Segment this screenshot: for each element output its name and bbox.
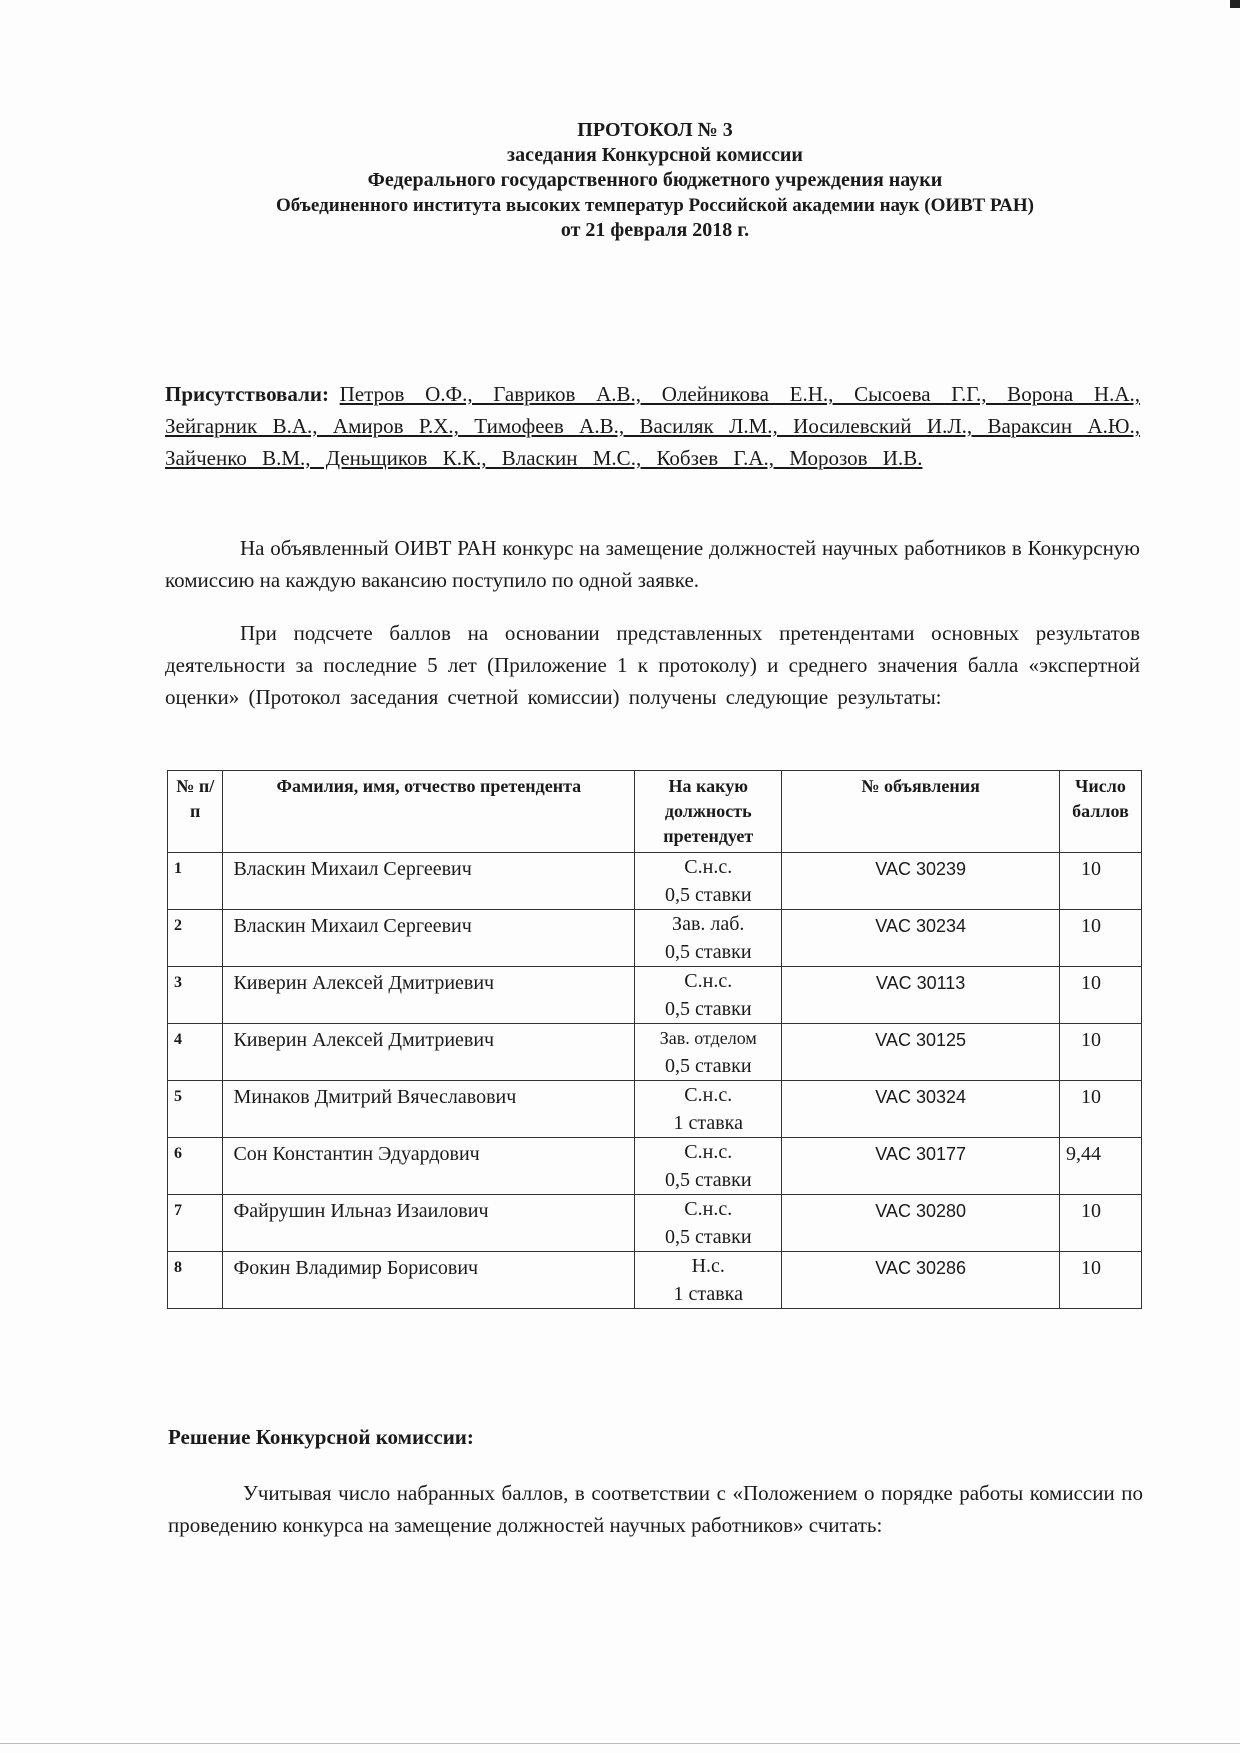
row-score: 10	[1059, 967, 1141, 1024]
decision-title: Решение Конкурсной комиссии:	[168, 1425, 474, 1449]
table-row	[168, 853, 1142, 910]
row-num: 3	[168, 967, 223, 1024]
scan-edge-line	[0, 1743, 1240, 1744]
header-institute: Объединенного института высоких температур Российской академии наук (ОИВТ РАН)	[276, 195, 1034, 216]
row-vacancy: VAC 30177	[782, 1138, 1060, 1195]
table-row	[168, 1252, 1142, 1309]
paragraph-scoring: При подсчете баллов на основании представленных претендентами основных результатов деятельности за последние 5 лет (Приложение 1 к протоколу) и среднего значения балла «экспертной оценки» (Протокол заседания счетной комиссии) получены следующие результаты:	[165, 621, 1140, 709]
scan-corner-mark	[1230, 0, 1240, 8]
row-num: 2	[168, 910, 223, 967]
row-position: С.н.с. 0,5 ставки	[635, 1138, 782, 1195]
header-num: № п/п	[168, 771, 223, 853]
row-score: 10	[1059, 1081, 1141, 1138]
row-vacancy: VAC 30286	[782, 1252, 1060, 1309]
row-num: 1	[168, 853, 223, 910]
row-position: Н.с. 1 ставка	[635, 1252, 782, 1309]
attendees-names: Петров О.Ф., Гавриков А.В., Олейникова Е.Н., Сысоева Г.Г., Ворона Н.А., Зейгарник В.А., Амиров Р.Х., Тимофеев А.В., Василяк Л.М., Иосилевский И.Л., Вараксин А.Ю., Зайченко В.М., Деньщиков К.К., Власкин М.С., Кобзев Г.А., Морозов И.В.	[165, 382, 1141, 470]
row-vacancy: VAC 30280	[782, 1195, 1060, 1252]
row-num: 4	[168, 1024, 223, 1081]
table-row	[168, 967, 1142, 1024]
header-score: Число баллов	[1059, 771, 1141, 853]
table-row	[168, 1138, 1142, 1195]
row-score: 10	[1059, 853, 1141, 910]
row-position: Зав. лаб. 0,5 ставки	[635, 910, 782, 967]
row-position: С.н.с. 0,5 ставки	[635, 853, 782, 910]
row-name: Файрушин Ильназ Изаилович	[223, 1195, 635, 1252]
row-name: Киверин Алексей Дмитриевич	[223, 967, 635, 1024]
row-vacancy: VAC 30125	[782, 1024, 1060, 1081]
row-name: Киверин Алексей Дмитриевич	[223, 1024, 635, 1081]
row-num: 8	[168, 1252, 223, 1309]
row-position: С.н.с. 0,5 ставки	[635, 967, 782, 1024]
table-row	[168, 1081, 1142, 1138]
row-score: 9,44	[1059, 1138, 1141, 1195]
row-score: 10	[1059, 1195, 1141, 1252]
header-subtitle: заседания Конкурсной комиссии	[507, 144, 803, 166]
table-row	[168, 910, 1142, 967]
row-name: Фокин Владимир Борисович	[223, 1252, 635, 1309]
attendees-block: Присутствовали: Петров О.Ф., Гавриков А.В., Олейникова Е.Н., Сысоева Г.Г., Ворона Н.А., Зейгарник В.А., Амиров Р.Х., Тимофеев А.В., Василяк Л.М., Иосилевский И.Л., Вараксин А.Ю., Зайченко В.М., Деньщиков К.К., Власкин М.С., Кобзев Г.А., Морозов И.В.	[165, 382, 1141, 470]
results-table	[167, 770, 1142, 1309]
paragraph-applications: На объявленный ОИВТ РАН конкурс на замещение должностей научных работников в Конкурсную комиссию на каждую вакансию поступило по одной заявке.	[165, 536, 1140, 592]
row-name: Власкин Михаил Сергеевич	[223, 853, 635, 910]
row-score: 10	[1059, 1252, 1141, 1309]
paragraph-decision: Учитывая число набранных баллов, в соответствии с «Положением о порядке работы комиссии по проведению конкурса на замещение должностей научных работников» считать:	[168, 1481, 1143, 1537]
header-title: ПРОТОКОЛ № 3	[577, 119, 733, 141]
attendees-label: Присутствовали	[165, 382, 322, 406]
row-name: Минаков Дмитрий Вячеславович	[223, 1081, 635, 1138]
row-position: Зав. отделом 0,5 ставки	[635, 1024, 782, 1081]
header-vacancy: № объявления	[782, 771, 1060, 853]
row-num: 7	[168, 1195, 223, 1252]
header-name: Фамилия, имя, отчество претендента	[223, 771, 635, 853]
row-position: С.н.с. 1 ставка	[635, 1081, 782, 1138]
row-score: 10	[1059, 910, 1141, 967]
table-header-row	[168, 771, 1142, 853]
header-organization: Федерального государственного бюджетного учреждения науки	[367, 169, 943, 191]
header-date: от 21 февраля 2018 г.	[560, 219, 750, 241]
row-vacancy: VAC 30239	[782, 853, 1060, 910]
table-row	[168, 1024, 1142, 1081]
row-name: Власкин Михаил Сергеевич	[223, 910, 635, 967]
row-score: 10	[1059, 1024, 1141, 1081]
row-name: Сон Константин Эдуардович	[223, 1138, 635, 1195]
table-row	[168, 1195, 1142, 1252]
document-header	[160, 118, 1150, 243]
row-num: 5	[168, 1081, 223, 1138]
row-num: 6	[168, 1138, 223, 1195]
row-position: С.н.с. 0,5 ставки	[635, 1195, 782, 1252]
header-position: На какую должность претендует	[635, 771, 782, 853]
row-vacancy: VAC 30234	[782, 910, 1060, 967]
row-vacancy: VAC 30113	[782, 967, 1060, 1024]
row-vacancy: VAC 30324	[782, 1081, 1060, 1138]
